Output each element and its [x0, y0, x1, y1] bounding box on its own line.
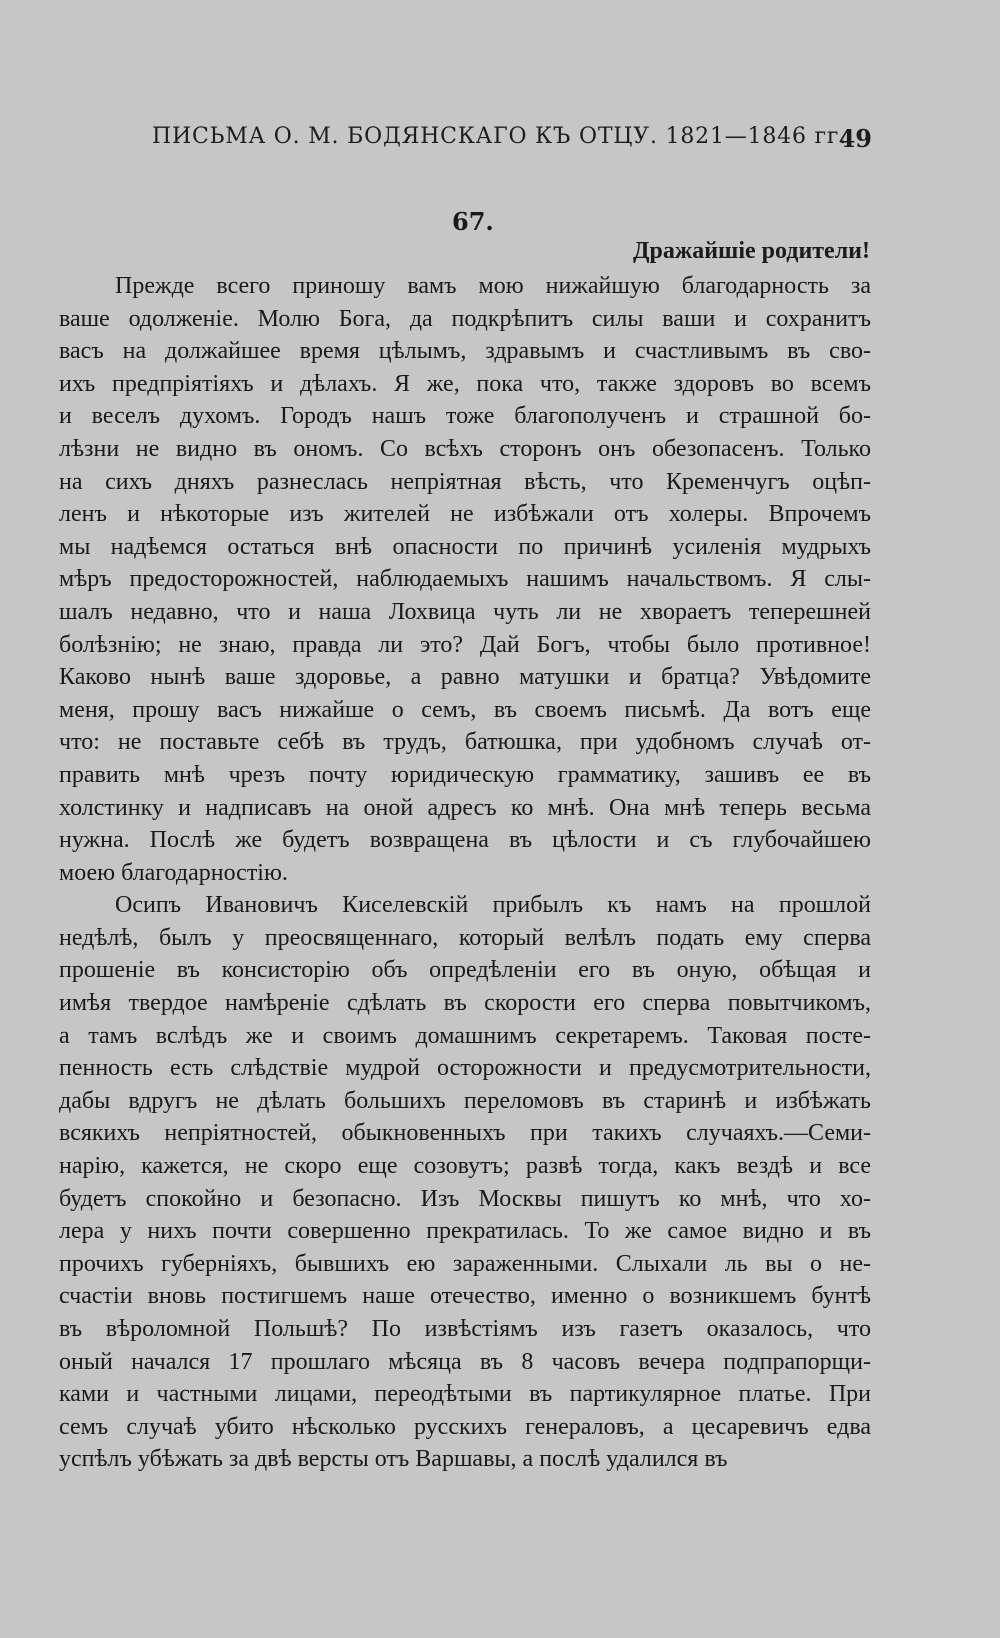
text-line: дабы вдругъ не дѣлать большихъ переломовъ въ старинѣ и избѣжать — [59, 1087, 871, 1114]
text-line: лѣзни не видно въ ономъ. Со всѣхъ сторонъ онъ обезопасенъ. Только — [59, 435, 871, 462]
text-line: ками и частными лицами, переодѣтыми въ партикулярное платье. При — [59, 1381, 871, 1408]
text-line: недѣлѣ, былъ у преосвященнаго, который велѣлъ подать ему сперва — [59, 924, 871, 951]
text-line: нарію, кажется, не скоро еще созовутъ; развѣ тогда, какъ вездѣ и все — [59, 1153, 871, 1180]
text-line: на сихъ дняхъ разнеслась непріятная вѣсть, что Кременчугъ оцѣп- — [59, 468, 871, 495]
text-line: въ вѣроломной Польшѣ? По извѣстіямъ изъ газетъ оказалось, что — [59, 1316, 871, 1342]
text-line: Прежде всего приношу вамъ мою нижайшую благодарность за — [115, 273, 871, 299]
text-line: успѣлъ убѣжать за двѣ версты отъ Варшавы, а послѣ удалился въ — [59, 1446, 728, 1473]
letter-number: 67. — [452, 207, 494, 236]
text-line: счастіи вновь постигшемъ наше отечество, именно о возникшемъ бунтѣ — [59, 1283, 871, 1310]
text-line: ваше одолженіе. Молю Бога, да подкрѣпитъ силы ваши и сохранитъ — [59, 305, 871, 332]
text-line: прочихъ губерніяхъ, бывшихъ ею зараженными. Слыхали ль вы о не- — [59, 1250, 871, 1277]
text-line: Каково нынѣ ваше здоровье, а равно матушки и братца? Увѣдомите — [59, 664, 871, 691]
letter-salutation: Дражайшіе родители! — [632, 238, 870, 264]
text-line: нужна. Послѣ же будетъ возвращена въ цѣлости и съ глубочайшею — [59, 827, 871, 854]
text-line: править мнѣ чрезъ почту юридическую грамматику, зашивъ ее въ — [59, 761, 871, 788]
text-line: Осипъ Ивановичъ Киселевскій прибылъ къ намъ на прошлой — [115, 892, 871, 919]
text-line: мы надѣемся остаться внѣ опасности по причинѣ усиленія мудрыхъ — [59, 533, 871, 560]
text-line: болѣзнію; не знаю, правда ли это? Дай Богъ, чтобы было противное! — [59, 631, 871, 658]
text-line: что: не поставьте себѣ въ трудъ, батюшка, при удобномъ случаѣ от- — [59, 729, 871, 756]
page-header — [152, 124, 872, 164]
letter-body — [59, 270, 871, 1476]
text-line: имѣя твердое намѣреніе сдѣлать въ скорости его сперва повытчикомъ, — [59, 990, 871, 1017]
text-line: всякихъ непріятностей, обыкновенныхъ при такихъ случаяхъ.—Семи- — [59, 1120, 871, 1147]
text-line: холстинку и надписавъ на оной адресъ ко мнѣ. Она мнѣ теперь весьма — [59, 794, 871, 821]
text-line: меня, прошу васъ нижайше о семъ, въ своемъ письмѣ. Да вотъ еще — [59, 696, 871, 723]
text-line: а тамъ вслѣдъ же и своимъ домашнимъ секретаремъ. Таковая посте- — [59, 1022, 871, 1049]
text-line: семъ случаѣ убито нѣсколько русскихъ генераловъ, а цесаревичъ едва — [59, 1413, 871, 1440]
text-line: моею благодарностію. — [59, 859, 288, 886]
text-line: прошеніе въ консисторію объ опредѣленіи его въ оную, обѣщая и — [59, 957, 871, 984]
text-line: и веселъ духомъ. Городъ нашъ тоже благополученъ и страшной бо- — [59, 403, 871, 430]
text-line: шалъ недавно, что и наша Лохвица чуть ли не хвораетъ теперешней — [59, 598, 871, 625]
text-line: будетъ спокойно и безопасно. Изъ Москвы пишутъ ко мнѣ, что хо- — [59, 1185, 871, 1212]
text-line: ихъ предпріятіяхъ и дѣлахъ. Я же, пока что, также здоровъ во всемъ — [59, 370, 871, 397]
text-line: мѣръ предосторожностей, наблюдаемыхъ нашимъ начальствомъ. Я слы- — [59, 566, 871, 593]
page-number: 49 — [838, 124, 872, 153]
running-title: ПИСЬМА О. М. БОДЯНСКАГО КЪ ОТЦУ. 1821—1846 гг. — [152, 124, 847, 149]
text-line: оный начался 17 прошлаго мѣсяца въ 8 часовъ вечера подпрапорщи- — [59, 1348, 871, 1375]
text-line: ленъ и нѣкоторые изъ жителей не избѣжали отъ холеры. Впрочемъ — [59, 501, 871, 528]
text-line: васъ на должайшее время цѣлымъ, здравымъ и счастливымъ въ сво- — [59, 338, 871, 365]
text-line: лера у нихъ почти совершенно прекратилась. То же самое видно и въ — [59, 1218, 871, 1245]
text-line: пенность есть слѣдствіе мудрой осторожности и предусмотрительности, — [59, 1055, 871, 1082]
